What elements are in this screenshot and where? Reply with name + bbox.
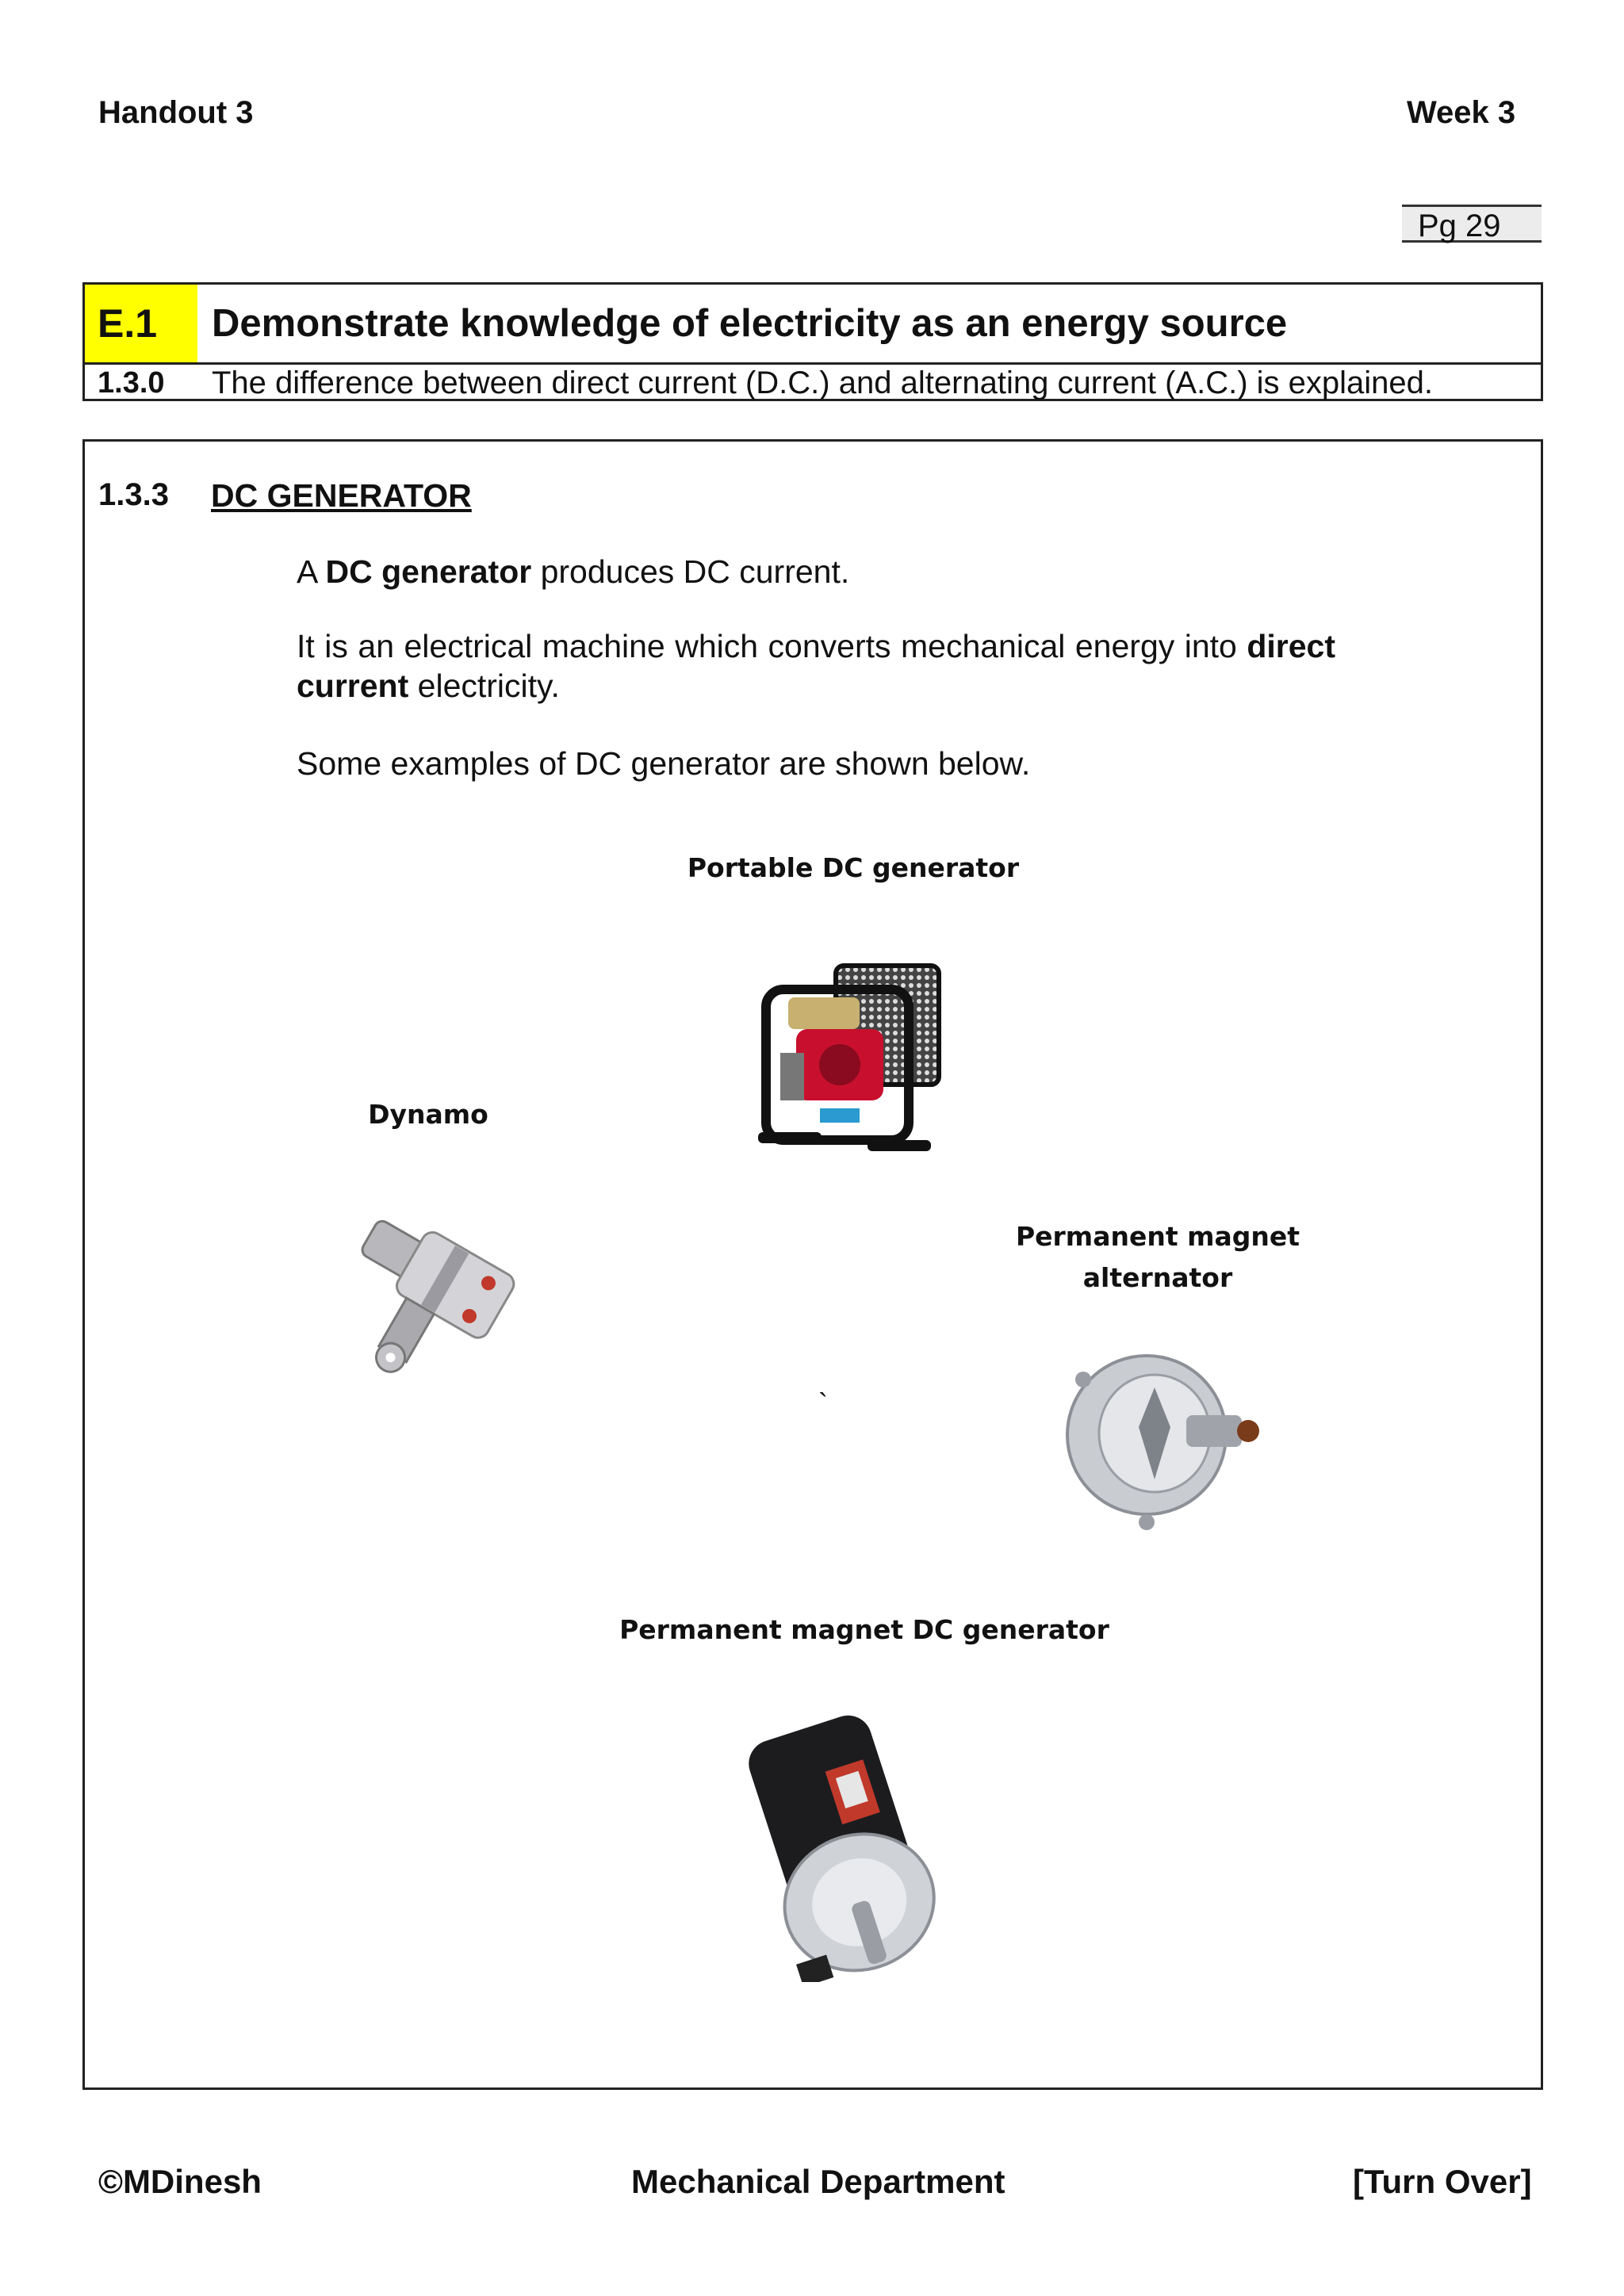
handout-label: Handout 3: [98, 95, 254, 130]
caption-portable-generator: Portable DC generator: [687, 852, 1020, 883]
paragraph-1: A DC generator produces DC current.: [297, 553, 850, 590]
dynamo-image: [317, 1181, 539, 1403]
sub-outcome-text: The difference between direct current (D.C.) and alternating current (A.C.) is explained.: [212, 365, 1433, 400]
outcome-title: Demonstrate knowledge of electricity as an energy source: [212, 302, 1288, 345]
sub-outcome-code: 1.3.0: [98, 366, 165, 400]
section-number: 1.3.3: [98, 477, 169, 512]
footer-copyright: ©MDinesh: [98, 2163, 262, 2200]
outcome-code: E.1: [85, 285, 197, 362]
caption-alternator-line1: Permanent magnet: [1015, 1221, 1300, 1252]
alternator-image: [1051, 1332, 1274, 1538]
pm-dc-generator-image: [730, 1705, 967, 1982]
footer-turn-over: [Turn Over]: [1353, 2163, 1532, 2200]
portable-generator-image: [749, 942, 971, 1172]
paragraph-3: Some examples of DC generator are shown below.: [297, 745, 1031, 782]
caption-pm-dc-generator: Permanent magnet DC generator: [619, 1614, 1109, 1645]
page-number: Pg 29: [1402, 205, 1542, 243]
caption-alternator-line2: alternator: [1082, 1262, 1233, 1293]
paragraph-2: It is an electrical machine which converts mechanical energy into direct current electricity.: [297, 628, 1335, 704]
footer-department: Mechanical Department: [631, 2163, 1005, 2200]
stray-mark: `: [818, 1387, 828, 1420]
section-title: DC GENERATOR: [211, 477, 472, 514]
outcome-table: [82, 282, 1543, 401]
caption-dynamo: Dynamo: [368, 1099, 488, 1130]
week-label: Week 3: [1407, 95, 1516, 130]
